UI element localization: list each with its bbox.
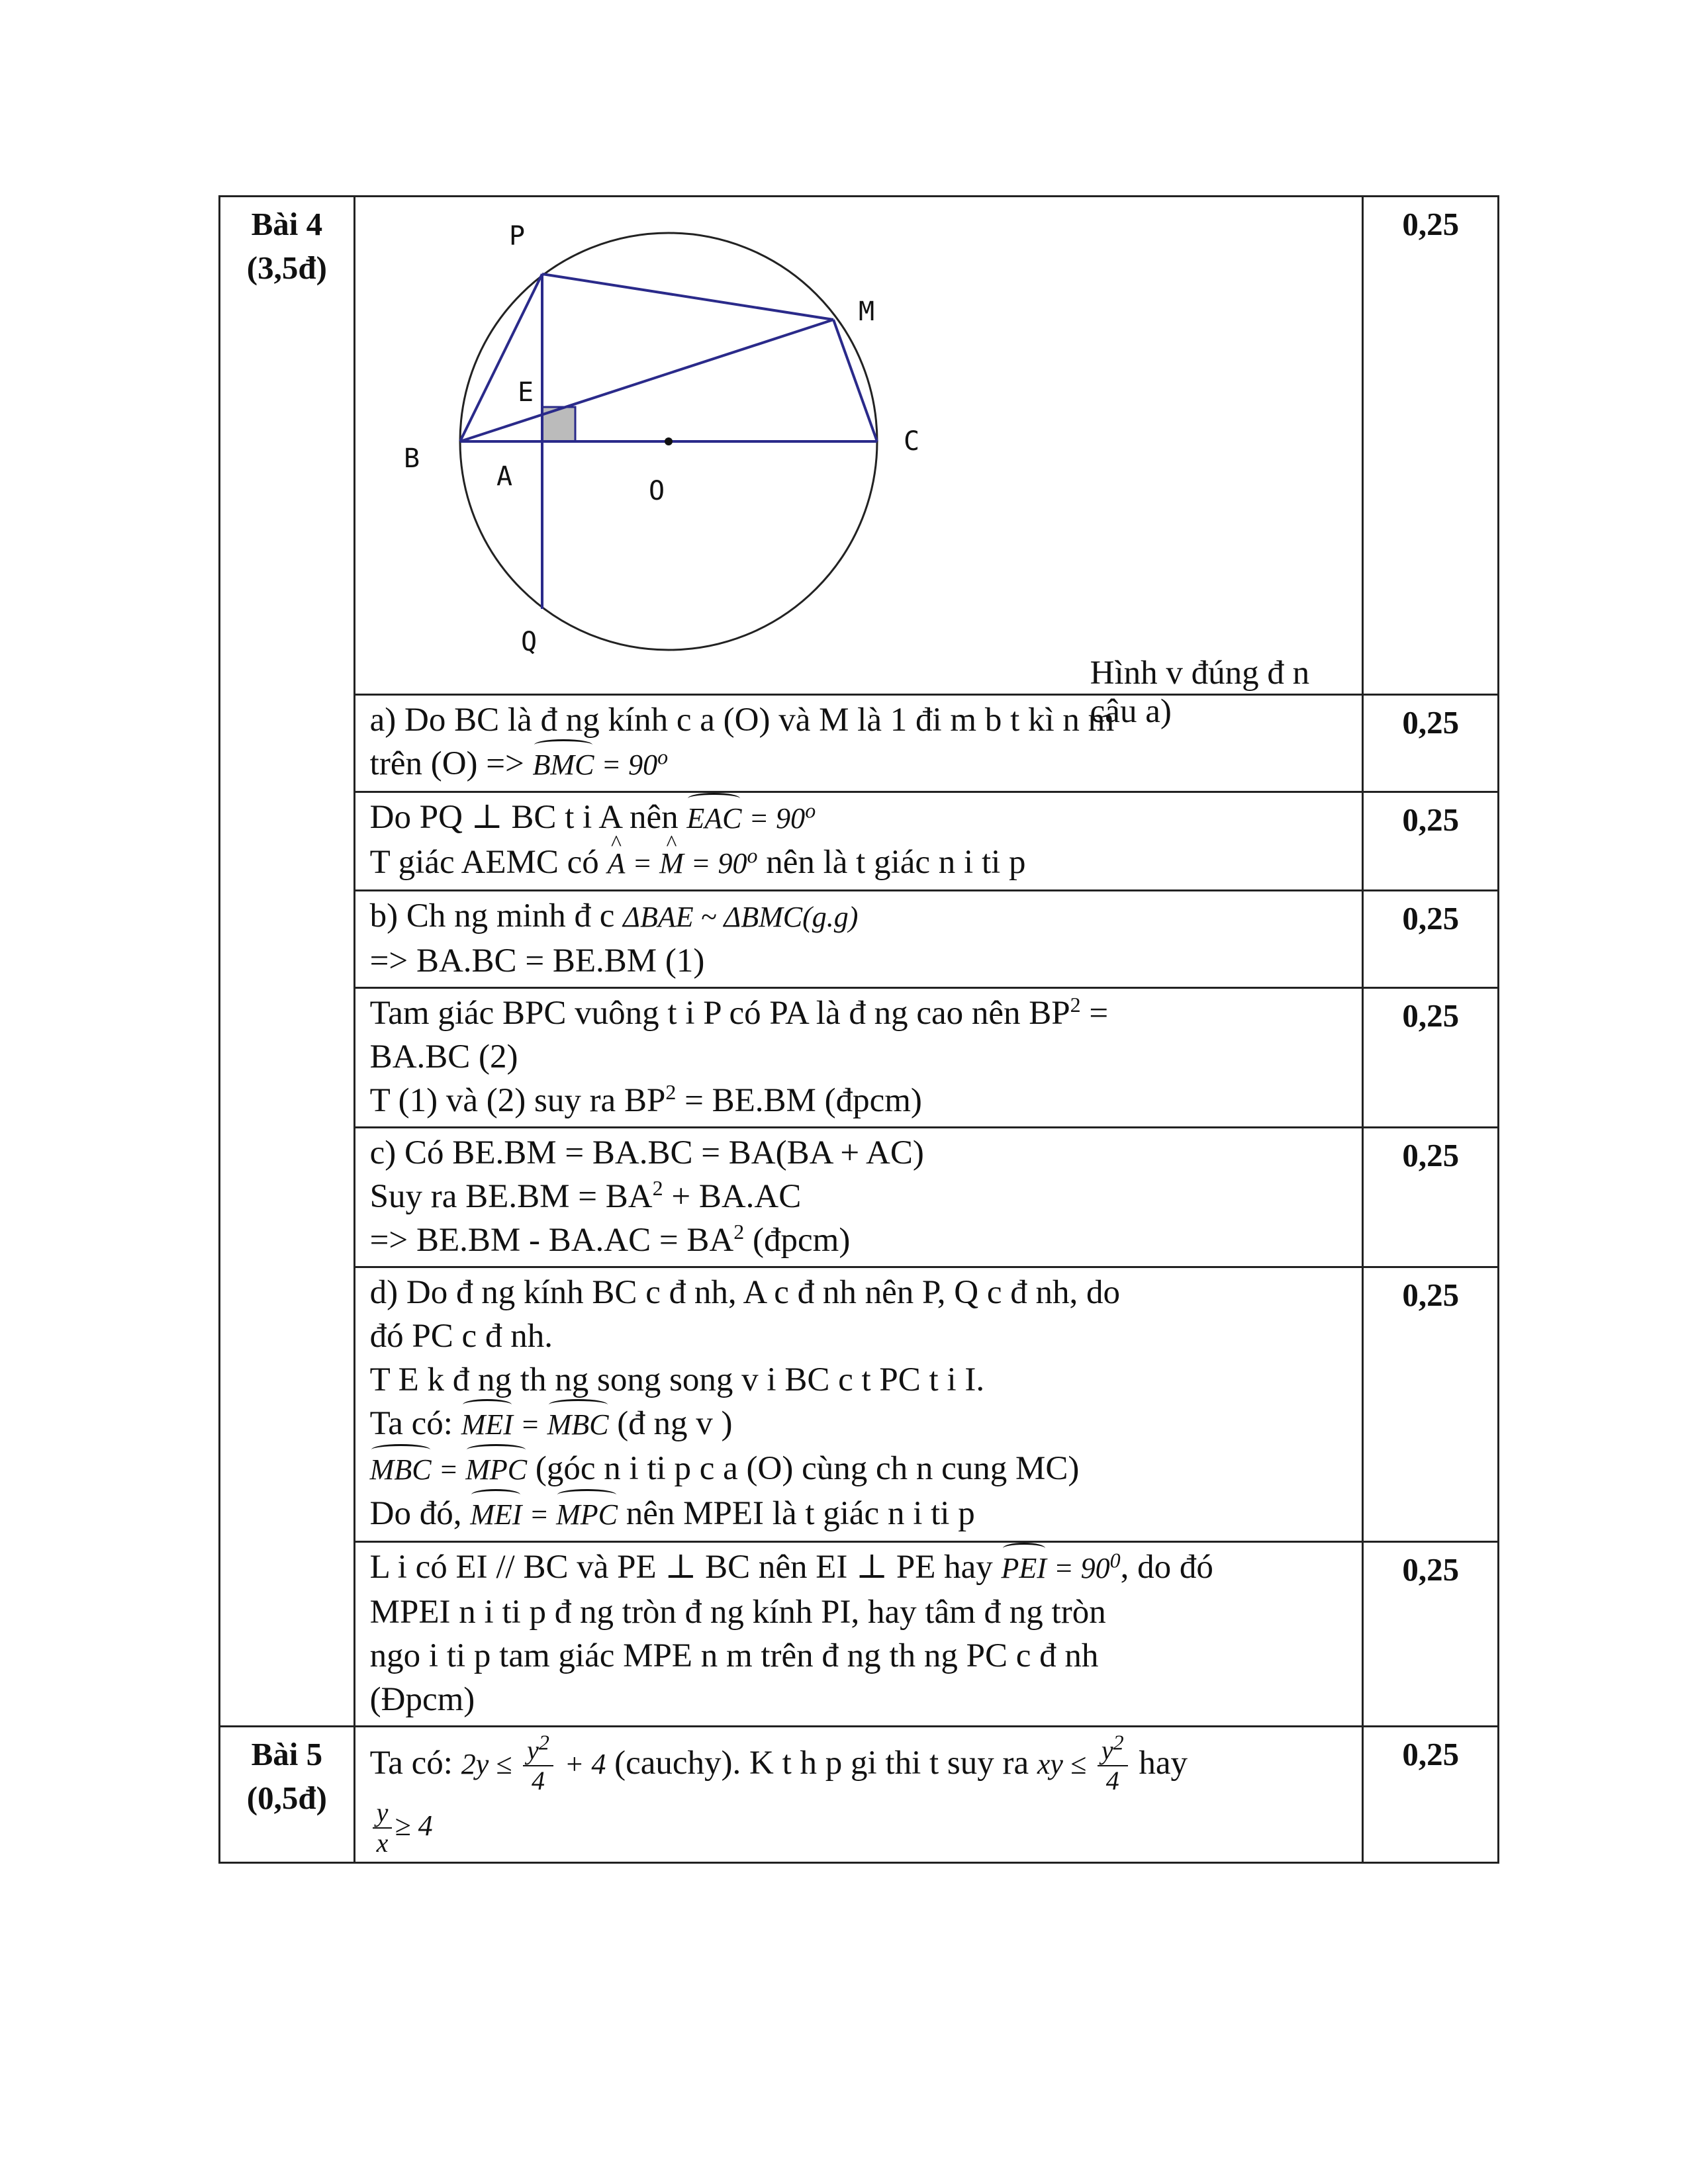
score-cell: 0,25 — [1363, 197, 1499, 695]
answer-cell: a) Do BC là đ ng kính c a (O) và M là 1 đi m b t kì n m trên (O) => BMC = $90^o$ — [354, 695, 1363, 792]
score-cell: 0,25 — [1363, 1727, 1499, 1863]
label-m: M — [858, 296, 874, 327]
label-q: Q — [520, 627, 537, 657]
problem-title: Bài 5 — [251, 1736, 323, 1772]
answer-cell: Ta có: 2y ≤ $\frac{y^2}{4}$ + 4 (cauchy). K t h p gi thi t suy ra xy ≤ $\frac{y^2}{4}$ hay $\frac{y}{x}$ ≥ 4 — [354, 1727, 1363, 1863]
score-cell: 0,25 — [1363, 1542, 1499, 1727]
problem-cell-bai4 — [220, 197, 355, 1727]
problem-title: Bài 4 — [251, 206, 323, 242]
table-row — [220, 891, 1499, 988]
segment-mc — [833, 320, 877, 441]
answer-cell: b) Ch ng minh đ c ΔBAE ~ ΔBMC(g.g) => BA.BC = BE.BM (1) — [354, 891, 1363, 988]
table-row — [220, 1727, 1499, 1863]
answer-cell: Tam giác BPC vuông t i P có PA là đ ng cao nên $BP^2$ = BA.BC (2) T (1) và (2) suy ra $BP^2 = BE.BM$ (đpcm) — [354, 988, 1363, 1128]
table-row — [220, 1267, 1499, 1542]
label-p: P — [508, 221, 525, 251]
segment-bm — [460, 320, 833, 441]
score-cell: 0,25 — [1363, 891, 1499, 988]
segment-bp — [460, 274, 542, 441]
problem-points: (3,5đ) — [246, 250, 327, 286]
score-cell: 0,25 — [1363, 1267, 1499, 1542]
answer-table — [218, 195, 1499, 1864]
answer-cell: c) Có BE.BM = BA.BC = BA(BA + AC) Suy ra $BE.BM = BA^2 + BA.AC$ => $BE.BM - BA.AC = BA^2$ (đpcm) — [354, 1128, 1363, 1267]
geometry-figure — [355, 197, 1366, 694]
table-row — [220, 988, 1499, 1128]
score-cell: 0,25 — [1363, 695, 1499, 792]
label-b: B — [403, 443, 420, 474]
score-cell: 0,25 — [1363, 988, 1499, 1128]
score-cell: 0,25 — [1363, 1128, 1499, 1267]
label-c: C — [903, 426, 919, 457]
table-row — [220, 792, 1499, 891]
table-row — [220, 197, 1499, 695]
table-row — [220, 1542, 1499, 1727]
center-dot — [665, 437, 673, 445]
figure-caption: Hình v đúng đ n câu a) — [1090, 655, 1310, 730]
score-cell: 0,25 — [1363, 792, 1499, 891]
label-o: O — [648, 476, 665, 506]
problem-points: (0,5đ) — [246, 1780, 327, 1816]
label-e: E — [517, 377, 534, 408]
answer-cell: Do PQ ⊥ BC t i A nên EAC = $90^o$ T giác AEMC có ^ A = ^ $M = 90^o$ nên là t giác n i ti p — [354, 792, 1363, 891]
segment-pm — [542, 274, 833, 320]
problem-cell-bai5 — [220, 1727, 355, 1863]
label-a: A — [496, 461, 512, 492]
table-row — [220, 1128, 1499, 1267]
figure-cell — [354, 197, 1363, 730]
answer-cell: L i có EI // BC và PE ⊥ BC nên EI ⊥ PE hay PEI = $90^0$, do đó MPEI n i ti p đ ng tròn đ ng kính PI, hay tâm đ ng tròn ngo i ti p tam giác MPE n m trên đ ng th ng PC c đ nh (Đpcm) — [354, 1542, 1363, 1727]
answer-cell: d) Do đ ng kính BC c đ nh, A c đ nh nên P, Q c đ nh, do đó PC c đ nh. T E k đ ng th ng song song v i BC c t PC t i I. Ta có: MEI = MBC (đ ng v ) MBC = MPC (góc n i ti p c a (O) cùng ch n cung MC) Do đó, MEI = MPC nên MPEI là t giác n i ti p — [354, 1267, 1363, 1542]
